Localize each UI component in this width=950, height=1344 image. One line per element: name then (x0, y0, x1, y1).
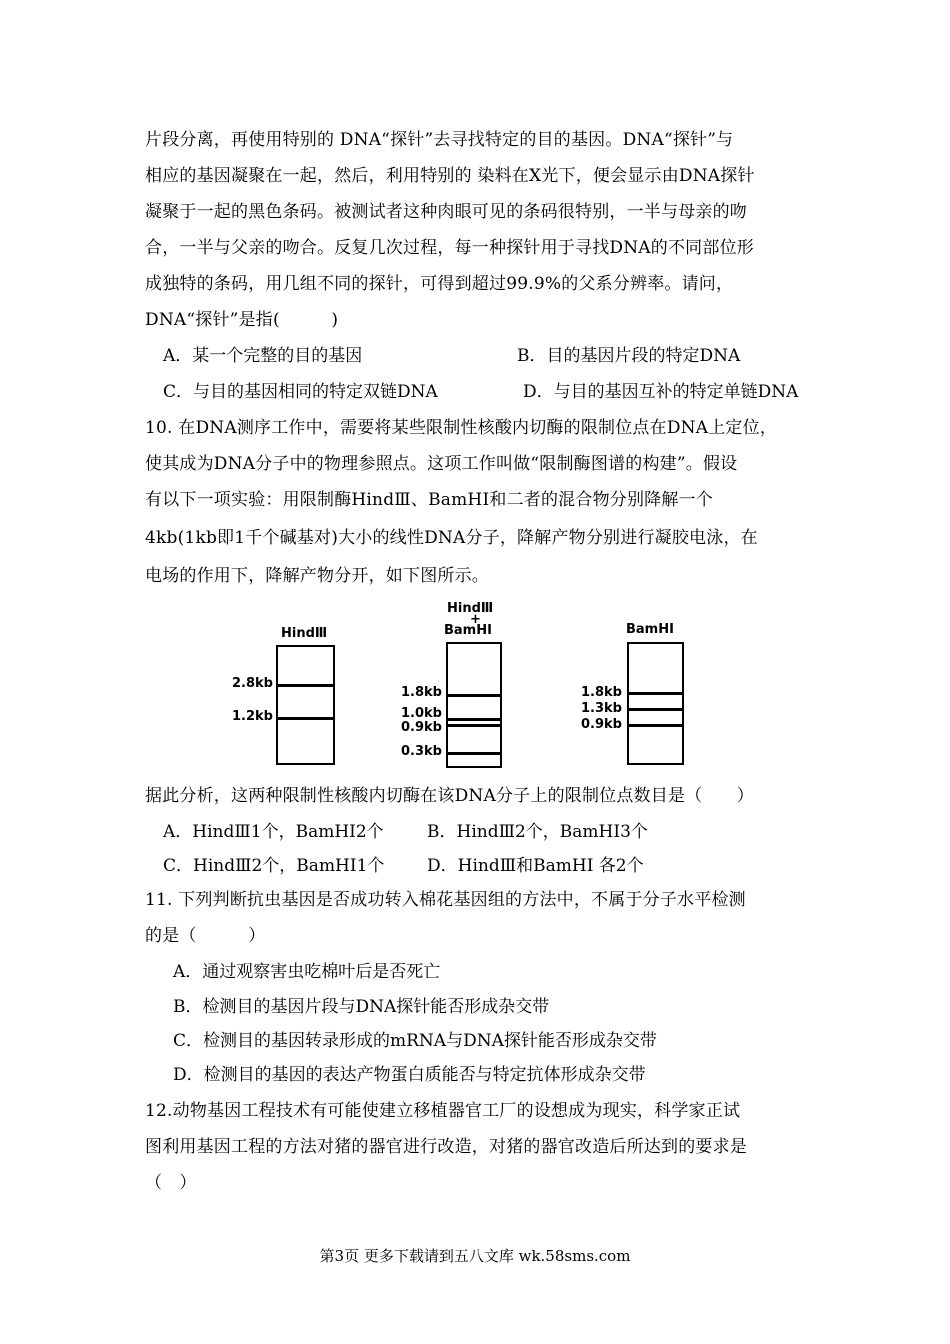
q10-line-2: 使其成为DNA分子中的物理参照点。这项工作叫做“限制酶图谱的构建”。假设 (145, 454, 738, 474)
lane2-band-label-1: 1.8kb (401, 685, 442, 700)
lane3-band-3 (629, 724, 682, 727)
q10-line-1: 10. 在DNA测序工作中，需要将某些限制性核酸内切酶的限制位点在DNA上定位， (145, 418, 778, 438)
intro-line-3: 凝聚于一起的黑色条码。被测试者这种肉眼可见的条码很特别，一半与母亲的吻 (145, 202, 747, 222)
page-footer: 第3页 更多下载请到五八文库 wk.58sms.com (319, 1247, 631, 1265)
lane2-title-plus: + (470, 612, 481, 627)
q9-option-a: A．某一个完整的目的基因 (163, 346, 363, 366)
q10-question: 据此分析，这两种限制性核酸内切酶在该DNA分子上的限制位点数目是（ ） (145, 786, 754, 806)
lane1-band-label-2: 1.2kb (232, 709, 273, 724)
q10-option-a: A．HindⅢ1个，BamHⅠ2个 (163, 822, 384, 842)
lane1-band-1 (278, 684, 333, 687)
lane1-band-2 (278, 717, 333, 720)
intro-line-2: 相应的基因凝聚在一起，然后，利用特别的 染料在X光下，便会显示由DNA探针 (145, 166, 755, 186)
intro-line-5: 成独特的条码，用几组不同的探针，可得到超过99.9%的父系分辨率。请问， (145, 274, 734, 294)
q9-option-b: B．目的基因片段的特定DNA (517, 346, 741, 366)
intro-line-6: DNA“探针”是指( ) (145, 310, 339, 330)
intro-line-4: 合，一半与父亲的吻合。反复几次过程，每一种探针用于寻找DNA的不同部位形 (145, 238, 754, 258)
q9-option-c: C．与目的基因相同的特定双链DNA (163, 382, 438, 402)
q10-option-c: C．HindⅢ2个，BamHⅠ1个 (163, 856, 385, 876)
lane3-band-2 (629, 708, 682, 711)
q9-option-d: D．与目的基因互补的特定单链DNA (523, 382, 799, 402)
q11-option-b: B．检测目的基因片段与DNA探针能否形成杂交带 (173, 997, 550, 1017)
lane2-title-top: HindⅢ (447, 601, 494, 616)
q11-option-c: C．检测目的基因转录形成的mRNA与DNA探针能否形成杂交带 (173, 1031, 657, 1051)
lane2-band-3 (448, 724, 500, 727)
q11-line-1: 11. 下列判断抗虫基因是否成功转入棉花基因组的方法中，不属于分子水平检测 (145, 890, 746, 910)
lane3-band-label-3: 0.9kb (581, 717, 622, 732)
lane2-band-label-4: 0.3kb (401, 744, 442, 759)
q11-line-2: 的是（ ） (145, 926, 266, 946)
lane3-title: BamHⅠ (626, 622, 674, 637)
q11-option-d: D．检测目的基因的表达产物蛋白质能否与特定抗体形成杂交带 (173, 1065, 646, 1085)
lane2-band-label-2: 1.0kb (401, 706, 442, 721)
intro-line-1: 片段分离，再使用特别的 DNA“探针”去寻找特定的目的基因。DNA“探针”与 (145, 130, 734, 150)
lane2-band-1 (448, 694, 500, 697)
lane3-band-label-1: 1.8kb (581, 685, 622, 700)
lane2-band-2 (448, 718, 500, 721)
lane2-band-4 (448, 752, 500, 755)
q12-line-3: （ ） (145, 1173, 197, 1193)
lane3-gel (627, 642, 684, 765)
q11-option-a: A．通过观察害虫吃棉叶后是否死亡 (173, 962, 441, 982)
lane2-title-bottom: BamHⅠ (444, 623, 492, 638)
lane1-gel (276, 645, 335, 765)
q12-line-1: 12.动物基因工程技术有可能使建立移植器官工厂的设想成为现实，科学家正试 (145, 1101, 741, 1121)
lane2-band-label-3: 0.9kb (401, 720, 442, 735)
lane2-gel (446, 642, 502, 768)
q10-line-5: 电场的作用下，降解产物分开，如下图所示。 (145, 566, 489, 586)
q10-line-3: 有以下一项实验：用限制酶HindⅢ、BamHⅠ和二者的混合物分别降解一个 (145, 490, 713, 510)
lane1-title: HindⅢ (281, 626, 328, 641)
q10-option-b: B．HindⅢ2个，BamHⅠ3个 (427, 822, 648, 842)
q12-line-2: 图利用基因工程的方法对猪的器官进行改造，对猪的器官改造后所达到的要求是 (145, 1137, 747, 1157)
q10-line-4: 4kb(1kb即1千个碱基对)大小的线性DNA分子，降解产物分别进行凝胶电泳，在 (145, 528, 758, 548)
lane1-band-label-1: 2.8kb (232, 676, 273, 691)
lane3-band-label-2: 1.3kb (581, 701, 622, 716)
q10-option-d: D．HindⅢ和BamHⅠ 各2个 (427, 856, 644, 876)
lane3-band-1 (629, 692, 682, 695)
